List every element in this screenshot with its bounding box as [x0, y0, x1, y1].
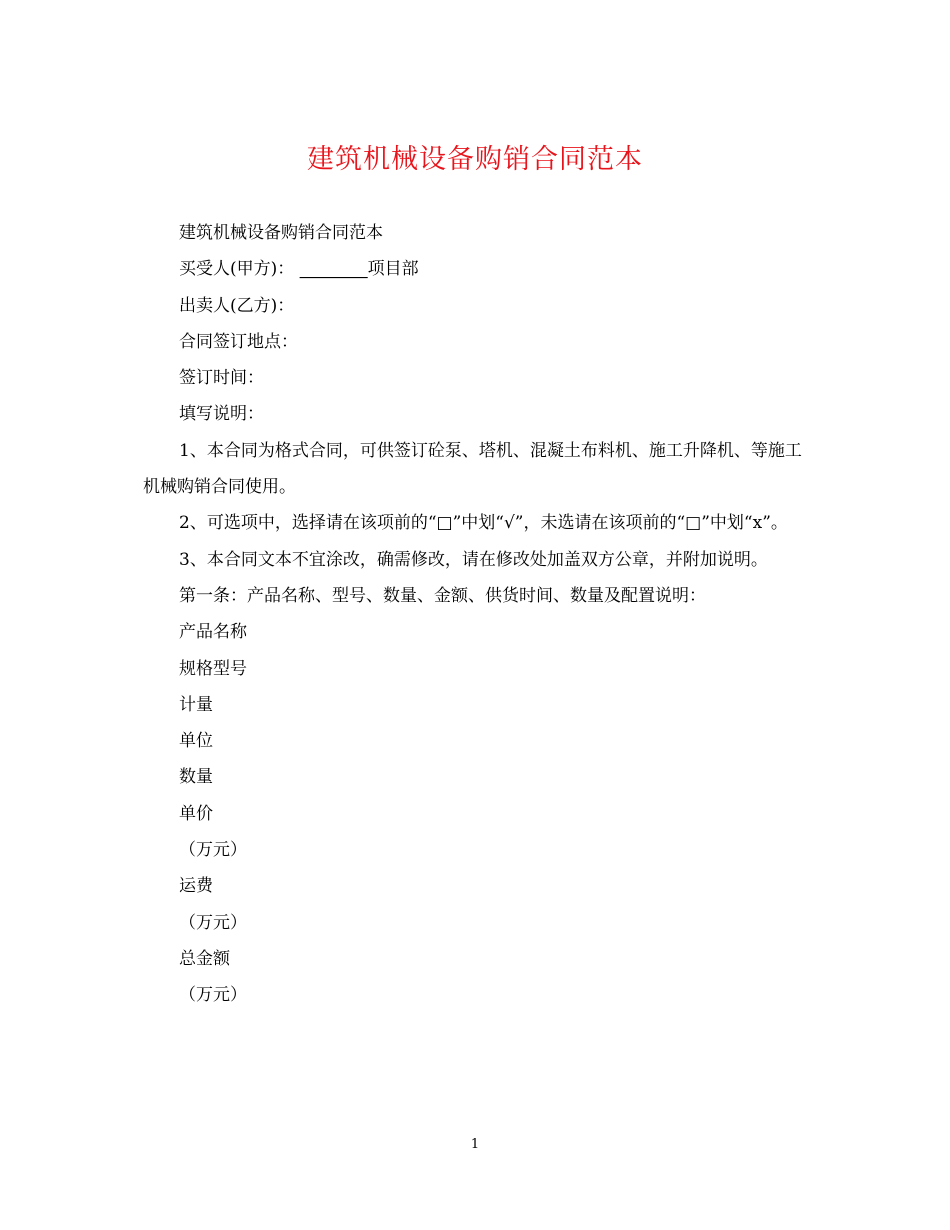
contract-name: 建筑机械设备购销合同范本: [179, 223, 383, 243]
document-body: [143, 215, 808, 1014]
buyer-line: [143, 251, 808, 287]
list-item: 运费: [179, 876, 213, 897]
instruction-1: 1、本合同为格式合同，可供签订砼泵、塔机、混凝土布料机、施工升降机、等施工机械购销合同使用。: [143, 440, 802, 498]
list-item: 单位: [179, 731, 213, 752]
sign-time-line: 签订时间：: [179, 368, 264, 389]
list-item: 规格型号: [179, 658, 247, 679]
buyer-label: 买受人(甲方)：: [179, 259, 295, 280]
buyer-suffix: 项目部: [367, 259, 419, 280]
table-header-list: [143, 614, 808, 1013]
article-1: 第一条：产品名称、型号、数量、金额、供货时间、数量及配置说明：: [179, 585, 706, 606]
instruction-3: 3、本合同文本不宜涂改，确需修改，请在修改处加盖双方公章，并附加说明。: [179, 549, 768, 570]
list-item: 计量: [179, 694, 213, 715]
document-title: 建筑机械设备购销合同范本: [307, 144, 643, 175]
buyer-blank: ________: [299, 259, 368, 280]
sign-place-line: 合同签订地点：: [179, 331, 298, 352]
list-item: （万元）: [179, 912, 247, 933]
list-item: （万元）: [179, 840, 247, 861]
list-item: 总金额: [179, 948, 230, 969]
list-item: 单价: [179, 803, 213, 824]
list-item: （万元）: [179, 985, 247, 1006]
instructions-heading: 填写说明：: [179, 404, 264, 425]
list-item: 数量: [179, 767, 213, 788]
seller-line: 出卖人(乙方)：: [179, 295, 295, 316]
instruction-2: 2、可选项中，选择请在该项前的“□”中划“√”，未选请在该项前的“□”中划“x”。: [179, 513, 788, 534]
list-item: 产品名称: [179, 622, 247, 643]
page-number: 1: [470, 1137, 480, 1152]
